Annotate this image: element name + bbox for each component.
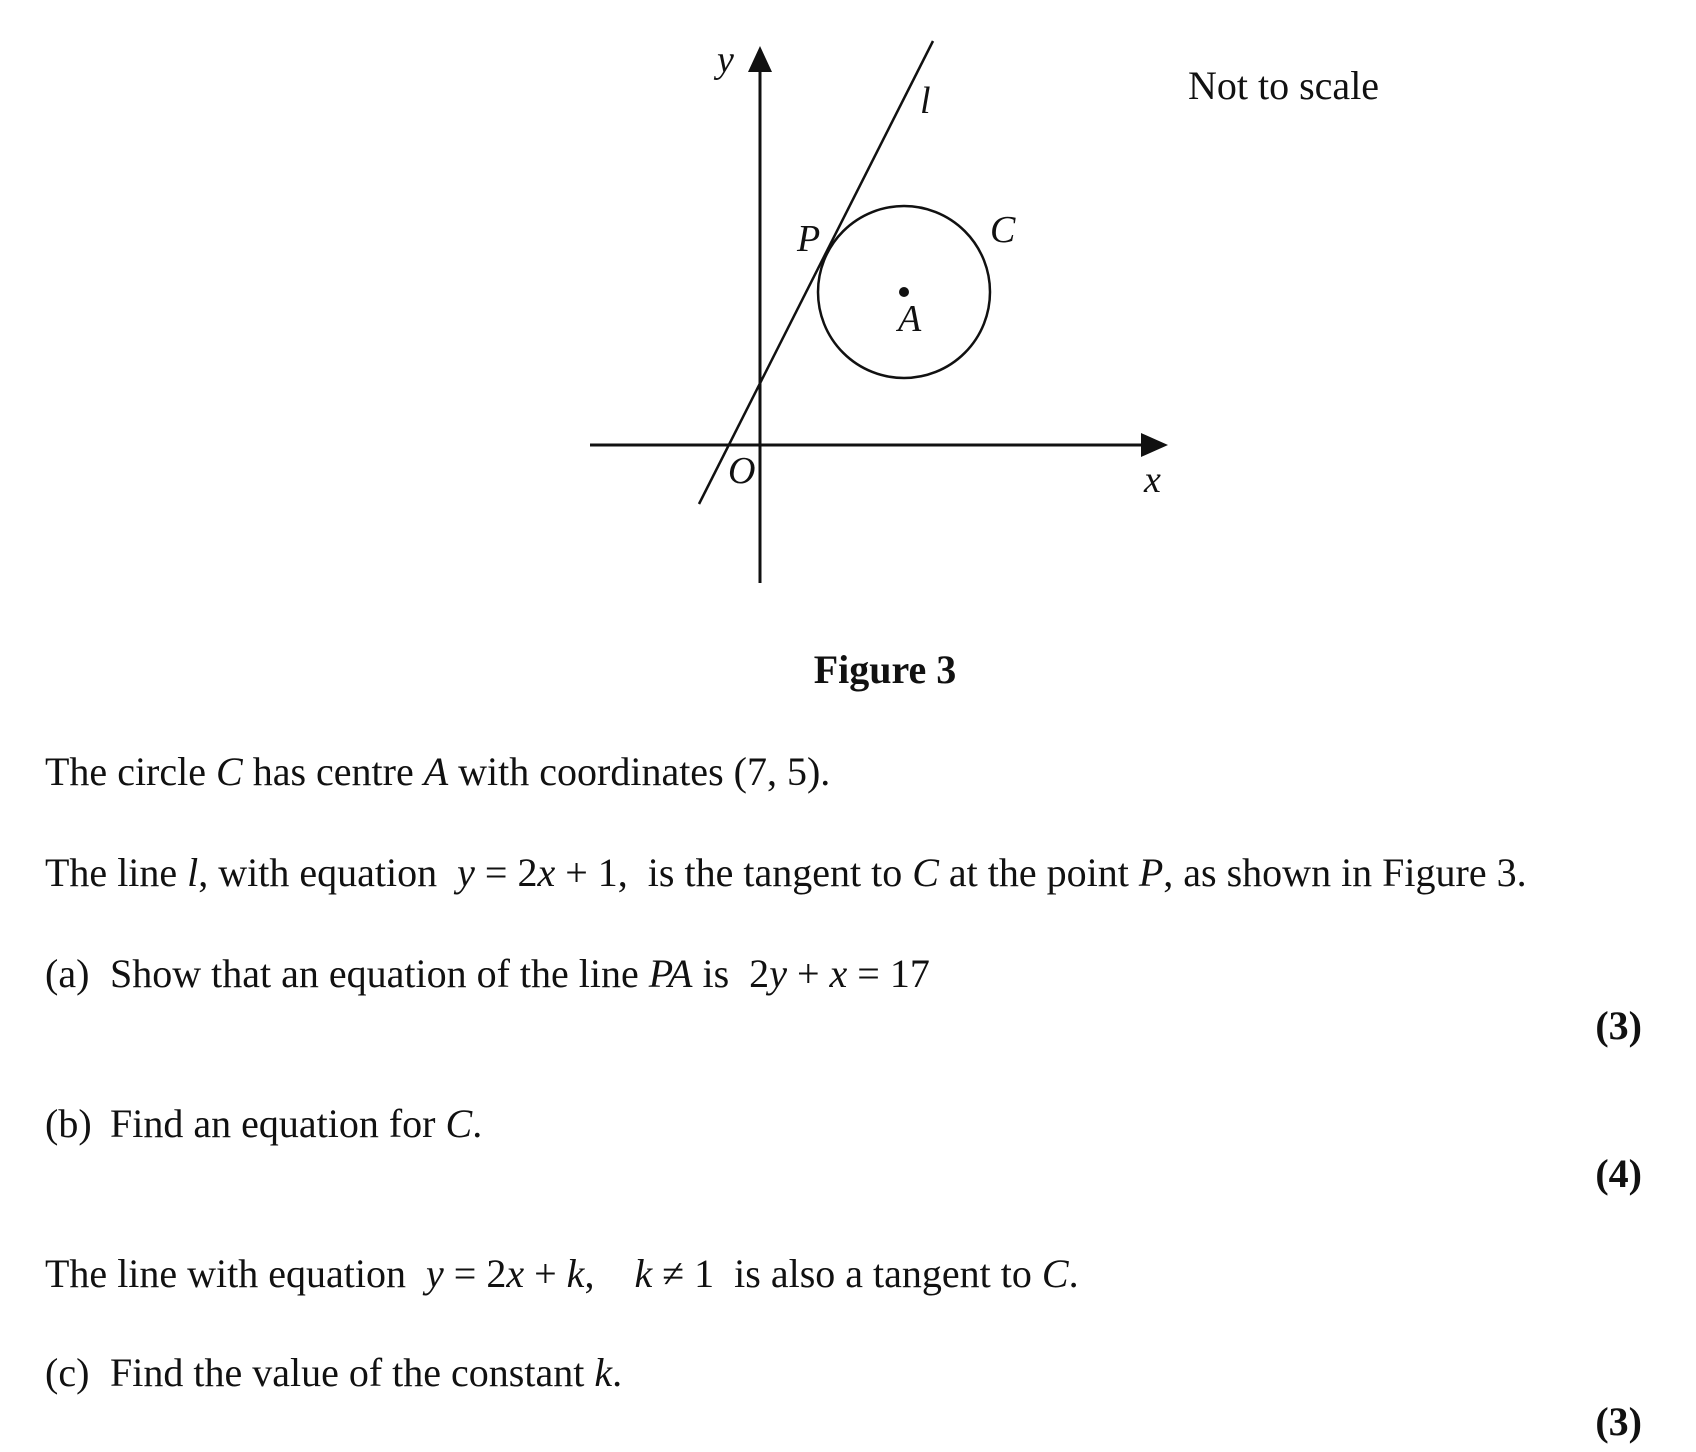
math-variable: k [634,1251,653,1296]
math-variable: y [769,951,787,996]
math-variable: x [829,951,848,996]
line-l-label: l [920,80,931,122]
math-variable: C [445,1101,473,1146]
text-segment: , [584,1251,635,1296]
math-variable: y [457,850,475,895]
text-segment: is 2 [692,951,770,996]
math-variable: A [423,749,449,794]
math-variable: C [912,850,939,895]
text-segment: Show that an equation of the line [110,951,649,996]
text-segment: with coordinates (7, 5). [448,749,831,794]
x-axis-arrowhead [1141,433,1168,457]
math-variable: y [426,1251,444,1296]
part-a-text [110,951,930,996]
part-b-marks: (4) [1595,1151,1642,1196]
line-k-statement [45,1250,1079,1297]
math-variable: x [506,1251,525,1296]
x-axis-label: x [1144,459,1161,501]
text-segment: The line with equation [45,1251,427,1296]
text-segment: The line [45,850,188,895]
text-segment: The circle [45,749,216,794]
figure-3-diagram [0,0,1696,640]
math-variable: P [1138,850,1164,895]
part-b-label: (b) [45,1101,92,1146]
point-p-label: P [797,218,821,260]
text-segment: Find an equation for [110,1101,446,1146]
math-variable: k [566,1251,585,1296]
part-c [45,1349,622,1396]
part-b-text [110,1101,482,1146]
text-segment: = 2 [443,1251,507,1296]
text-segment: + [524,1251,567,1296]
math-variable: C [1041,1251,1069,1296]
circle-c-label: C [990,209,1016,251]
y-axis-label: y [717,39,734,81]
figure-caption: Figure 3 [813,647,957,692]
text-segment: Find the value of the constant [110,1350,595,1395]
math-variable: PA [648,951,693,996]
math-variable: C [216,749,243,794]
part-c-marks: (3) [1595,1399,1642,1444]
math-variable: l [187,850,199,895]
origin-label: O [728,450,756,492]
centre-a-label: A [898,298,922,340]
part-a [45,950,930,997]
part-a-label: (a) [45,951,90,996]
part-a-marks: (3) [1595,1003,1642,1048]
text-segment: + 1, is the tangent to [555,850,913,895]
line-l-statement [45,849,1527,896]
text-segment: . [1068,1251,1079,1296]
text-segment: has centre [242,749,424,794]
tangent-line-l [699,41,933,504]
y-axis-arrowhead [748,46,772,72]
text-segment: + [786,951,830,996]
centre-a-dot [899,287,909,297]
math-variable: x [537,850,556,895]
intro-statement [45,748,830,795]
part-c-label: (c) [45,1350,90,1395]
text-segment: . [472,1101,483,1146]
text-segment: . [612,1350,623,1395]
part-b [45,1100,482,1147]
not-to-scale-note: Not to scale [1188,63,1380,108]
text-segment: ≠ 1 is also a tangent to [652,1251,1042,1296]
text-segment: at the point [938,850,1139,895]
part-c-text [110,1350,622,1395]
text-segment: , as shown in Figure 3. [1163,850,1527,895]
text-segment: = 2 [474,850,538,895]
text-segment: = 17 [847,951,930,996]
math-variable: k [594,1350,613,1395]
text-segment: , with equation [198,850,458,895]
